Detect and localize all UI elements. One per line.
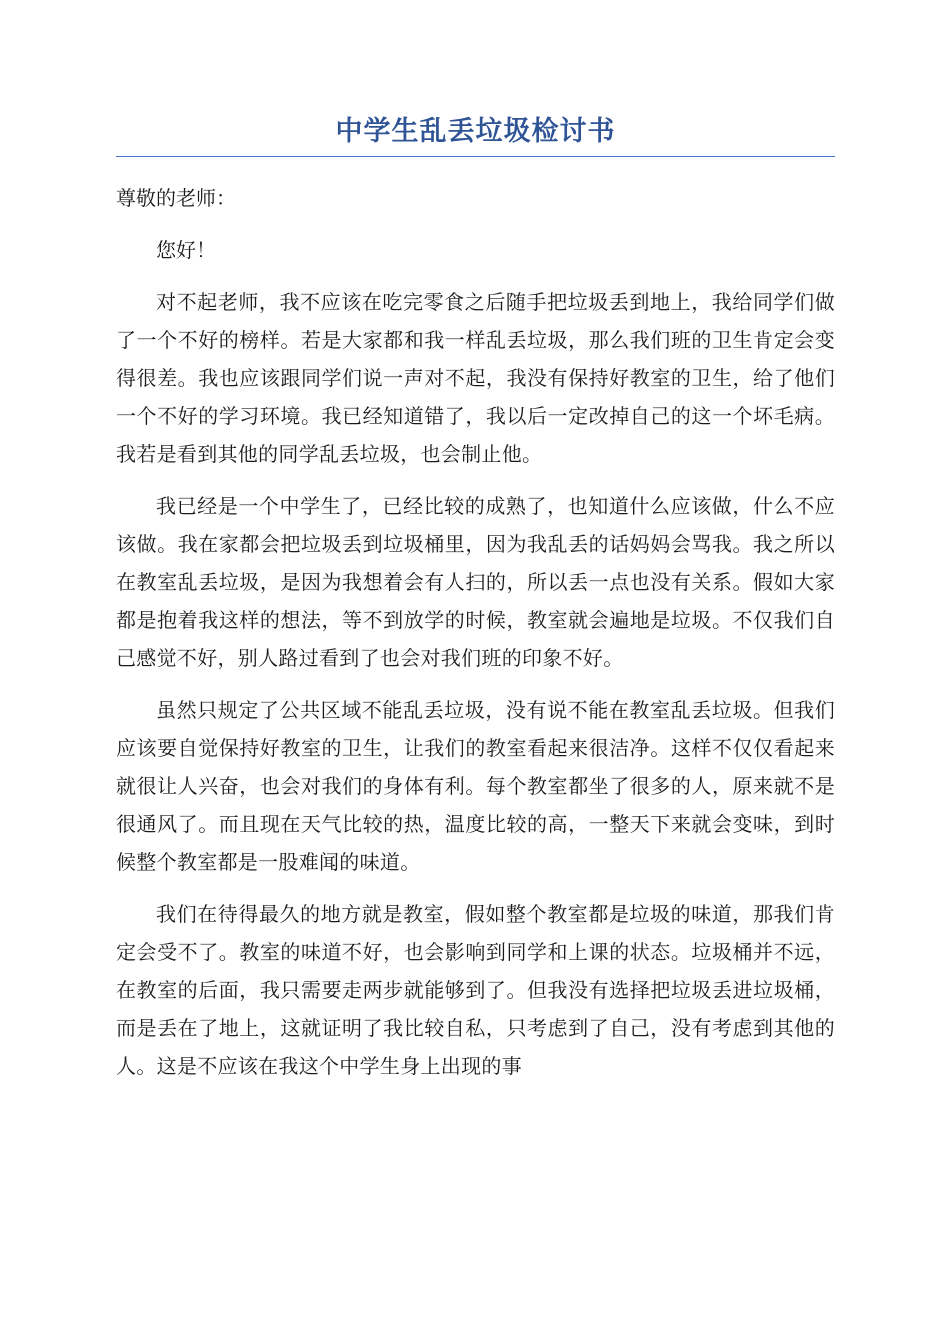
body-paragraph-2: 我已经是一个中学生了，已经比较的成熟了，也知道什么应该做，什么不应该做。我在家都会把垃圾丢到垃圾桶里，因为我乱丢的话妈妈会骂我。我之所以在教室乱丢垃圾，是因为我想着会有人扫的，所以丢一点也没有关系。假如大家都是抱着我这样的想法，等不到放学的时候，教室就会遍地是垃圾。不仅我们自己感觉不好，别人路过看到了也会对我们班的印象不好。 — [116, 494, 835, 670]
document-page — [116, 112, 835, 1085]
greeting: 您好！ — [156, 238, 216, 262]
document-title: 中学生乱丢垃圾检讨书 — [116, 112, 835, 157]
body-paragraph-4: 我们在待得最久的地方就是教室，假如整个教室都是垃圾的味道，那我们肯定会受不了。教室的味道不好，也会影响到同学和上课的状态。垃圾桶并不远，在教室的后面，我只需要走两步就能够到了。但我没有选择把垃圾丢进垃圾桶，而是丢在了地上，这就证明了我比较自私，只考虑到了自己，没有考虑到其他的人。这是不应该在我这个中学生身上出现的事 — [116, 902, 835, 1078]
salutation: 尊敬的老师： — [116, 186, 236, 210]
body-paragraph-1: 对不起老师，我不应该在吃完零食之后随手把垃圾丢到地上，我给同学们做了一个不好的榜样。若是大家都和我一样乱丢垃圾，那么我们班的卫生肯定会变得很差。我也应该跟同学们说一声对不起，我没有保持好教室的卫生，给了他们一个不好的学习环境。我已经知道错了，我以后一定改掉自己的这一个坏毛病。我若是看到其他的同学乱丢垃圾，也会制止他。 — [116, 290, 835, 466]
body-paragraph-3: 虽然只规定了公共区域不能乱丢垃圾，没有说不能在教室乱丢垃圾。但我们应该要自觉保持好教室的卫生，让我们的教室看起来很洁净。这样不仅仅看起来就很让人兴奋，也会对我们的身体有利。每个教室都坐了很多的人，原来就不是很通风了。而且现在天气比较的热，温度比较的高，一整天下来就会变味，到时候整个教室都是一股难闻的味道。 — [116, 698, 835, 874]
